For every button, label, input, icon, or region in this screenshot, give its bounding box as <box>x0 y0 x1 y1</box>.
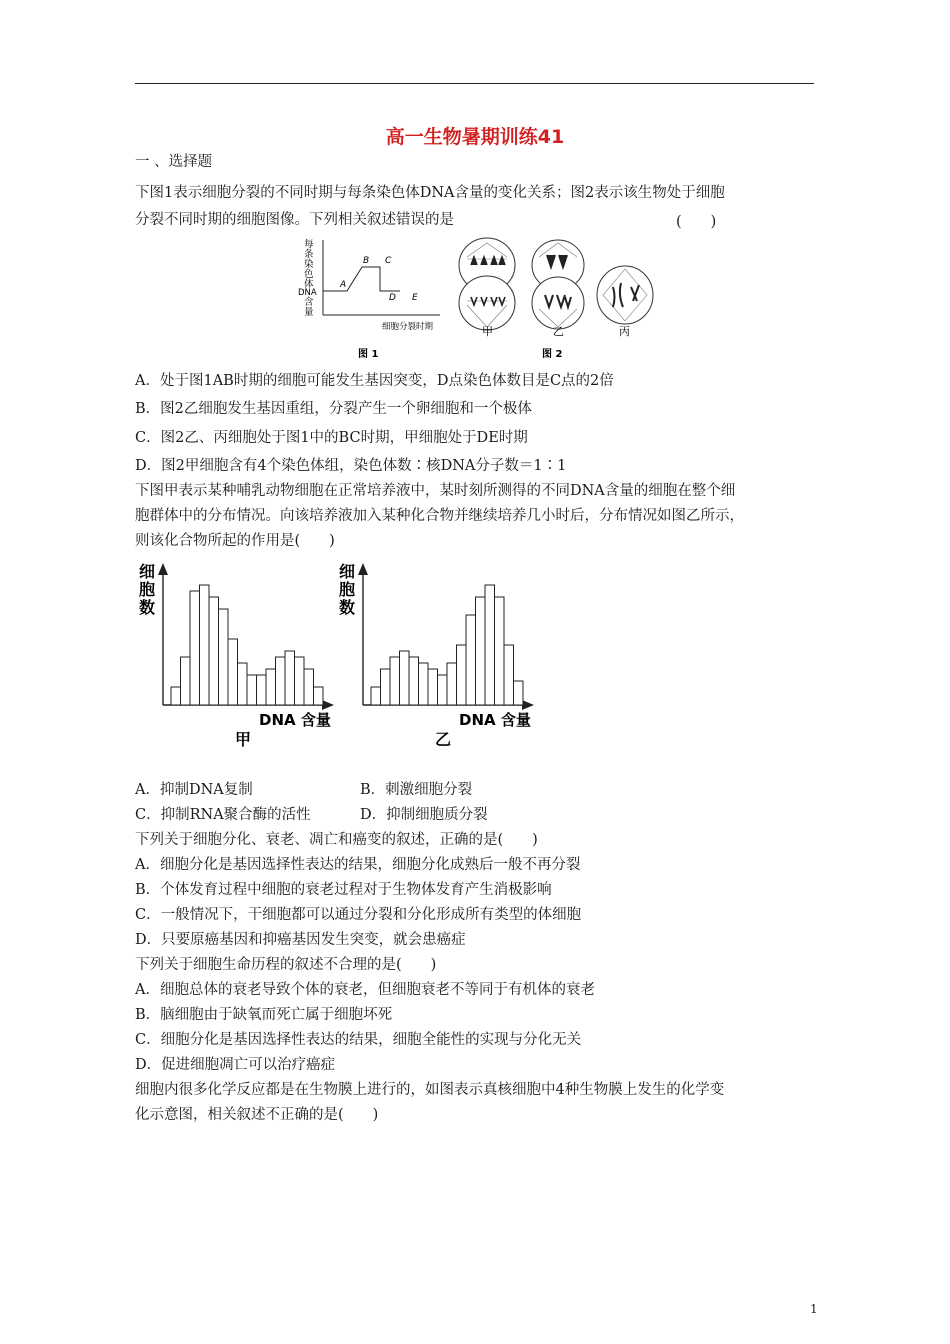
chart-caption: 甲 <box>235 730 252 749</box>
q4-option-a: A．细胞总体的衰老导致个体的衰老，但细胞衰老不等同于有机体的衰老 <box>135 982 595 998</box>
histogram-bar <box>238 663 248 705</box>
q4-option-d: D．促进细胞凋亡可以治疗癌症 <box>135 1057 336 1073</box>
x-axis-arrow <box>322 700 334 710</box>
q1-figure-1 <box>290 235 450 363</box>
histogram-bar <box>190 591 200 705</box>
x-axis-label: DNA 含量 <box>459 711 531 729</box>
fig1-point-e: E <box>412 293 418 303</box>
y-axis-label-char: 数 <box>339 598 356 617</box>
histogram-bar <box>247 675 257 705</box>
histogram-bar <box>295 657 305 705</box>
q1-option-a: A．处于图1AB时期的细胞可能发生基因突变，D点染色体数目是C点的2倍 <box>135 373 614 389</box>
histogram-bar <box>504 645 514 705</box>
q2-stem-line-3: 则该化合物所起的作用是( ) <box>135 533 335 549</box>
histogram-bar <box>276 657 286 705</box>
histogram-bar <box>409 657 419 705</box>
histogram-bar <box>228 639 238 705</box>
fig2-label-yi: 乙 <box>553 325 564 338</box>
fig1-ylabel-dna: DNA <box>298 288 317 298</box>
histogram-yi <box>335 555 545 755</box>
q3-option-c: C．一般情况下，干细胞都可以通过分裂和分化形成所有类型的体细胞 <box>135 907 582 923</box>
x-axis-label: DNA 含量 <box>259 711 331 729</box>
histogram-bar <box>514 681 524 705</box>
histogram-bar <box>381 669 391 705</box>
fig1-ylabel-char: 每 <box>304 239 314 250</box>
fig2-label-bing: 丙 <box>619 325 630 338</box>
q2-stem-line-2: 胞群体中的分布情况。向该培养液加入某种化合物并继续培养几小时后，分布情况如图乙所示， <box>135 508 744 524</box>
fig1-point-d: D <box>389 293 396 303</box>
histogram-bar <box>209 597 219 705</box>
histogram-bar <box>419 663 429 705</box>
y-axis-label-char: 胞 <box>339 580 356 599</box>
section-heading: 一 、选择题 <box>135 154 213 170</box>
histogram-bar <box>314 687 324 705</box>
y-axis-label-char: 胞 <box>139 580 156 599</box>
histogram-bar <box>390 657 400 705</box>
histogram-bar <box>266 669 276 705</box>
y-axis-arrow <box>158 563 168 575</box>
fig2-label-jia: 甲 <box>482 325 493 338</box>
q1-option-c: C．图2乙、丙细胞处于图1中的BC时期，甲细胞处于DE时期 <box>135 430 528 446</box>
q3-stem: 下列关于细胞分化、衰老、凋亡和癌变的叙述，正确的是( ) <box>135 832 538 848</box>
histogram-bar <box>285 651 295 705</box>
histogram-bar <box>466 615 476 705</box>
q1-stem-line-1: 下图1表示细胞分裂的不同时期与每条染色体DNA含量的变化关系；图2表示该生物处于细胞 <box>135 185 725 201</box>
histogram-bar <box>171 687 181 705</box>
histogram-bar <box>400 651 410 705</box>
q2-option-c: C．抑制RNA聚合酶的活性 <box>135 807 311 823</box>
histogram-bar <box>457 645 467 705</box>
q2-option-a: A．抑制DNA复制 <box>135 782 253 798</box>
q4-stem: 下列关于细胞生命历程的叙述不合理的是( ) <box>135 957 437 973</box>
fig1-caption: 图 1 <box>358 349 379 360</box>
fig1-xlabel: 细胞分裂时期 <box>382 322 434 332</box>
histogram-bar <box>181 657 191 705</box>
q3-option-b: B．个体发育过程中细胞的衰老过程对于生物体发育产生消极影响 <box>135 882 552 898</box>
fig1-point-b: B <box>363 256 370 266</box>
fig1-ylabel-char: 染 <box>304 259 314 270</box>
fig1-ylabel-char: 量 <box>304 307 314 318</box>
page-number: 1 <box>810 1302 818 1316</box>
header-rule <box>135 83 814 84</box>
histogram-jia <box>135 555 345 755</box>
x-axis-arrow <box>522 700 534 710</box>
cell-yi <box>532 240 584 329</box>
fig1-point-a: A <box>340 280 347 290</box>
q2-stem-line-1: 下图甲表示某种哺乳动物细胞在正常培养液中，某时刻所测得的不同DNA含量的细胞在整个细 <box>135 483 736 499</box>
histogram-bar <box>485 585 495 705</box>
y-axis-label-char: 细 <box>339 562 356 581</box>
histogram-bar <box>304 669 314 705</box>
q3-option-d: D．只要原癌基因和抑癌基因发生突变，就会患癌症 <box>135 932 466 948</box>
histogram-bar <box>428 669 438 705</box>
q1-option-b: B．图2乙细胞发生基因重组，分裂产生一个卵细胞和一个极体 <box>135 401 532 417</box>
fig1-point-c: C <box>385 256 392 266</box>
q1-stem-line-2: 分裂不同时期的细胞图像。下列相关叙述错误的是 <box>135 212 454 228</box>
chart-caption: 乙 <box>435 730 452 749</box>
q4-option-c: C．细胞分化是基因选择性表达的结果，细胞全能性的实现与分化无关 <box>135 1032 582 1048</box>
q5-stem-line-2: 化示意图，相关叙述不正确的是( ) <box>135 1107 379 1123</box>
histogram-bar <box>219 609 229 705</box>
q2-option-b: B．刺激细胞分裂 <box>360 782 473 798</box>
q1-figure-2 <box>455 235 665 365</box>
cell-bing <box>597 266 653 324</box>
q4-option-b: B．脑细胞由于缺氧而死亡属于细胞坏死 <box>135 1007 393 1023</box>
q1-answer-paren: ( ) <box>676 214 717 230</box>
histogram-bar <box>371 687 381 705</box>
histogram-bar <box>200 585 210 705</box>
fig1-ylabel-char: 条 <box>304 249 314 260</box>
fig1-ylabel-char: 含 <box>304 297 314 308</box>
y-axis-arrow <box>358 563 368 575</box>
page-title: 高一生物暑期训练41 <box>385 126 565 148</box>
histogram-bar <box>476 597 486 705</box>
histogram-bar <box>438 675 448 705</box>
q3-option-a: A．细胞分化是基因选择性表达的结果，细胞分化成熟后一般不再分裂 <box>135 857 581 873</box>
fig2-caption: 图 2 <box>542 349 563 360</box>
q5-stem-line-1: 细胞内很多化学反应都是在生物膜上进行的，如图表示真核细胞中4种生物膜上发生的化学变 <box>135 1082 725 1098</box>
histogram-bar <box>257 675 267 705</box>
histogram-bar <box>495 597 505 705</box>
q2-option-d: D．抑制细胞质分裂 <box>360 807 488 823</box>
y-axis-label-char: 细 <box>139 562 156 581</box>
histogram-bar <box>447 663 457 705</box>
cell-jia <box>459 238 515 330</box>
fig1-ylabel-char: 色 <box>304 269 314 280</box>
y-axis-label-char: 数 <box>139 598 156 617</box>
fig1-ylabel-char: 体 <box>304 279 314 290</box>
q1-option-d: D．图2甲细胞含有4个染色体组，染色体数∶核DNA分子数＝1∶1 <box>135 458 567 474</box>
